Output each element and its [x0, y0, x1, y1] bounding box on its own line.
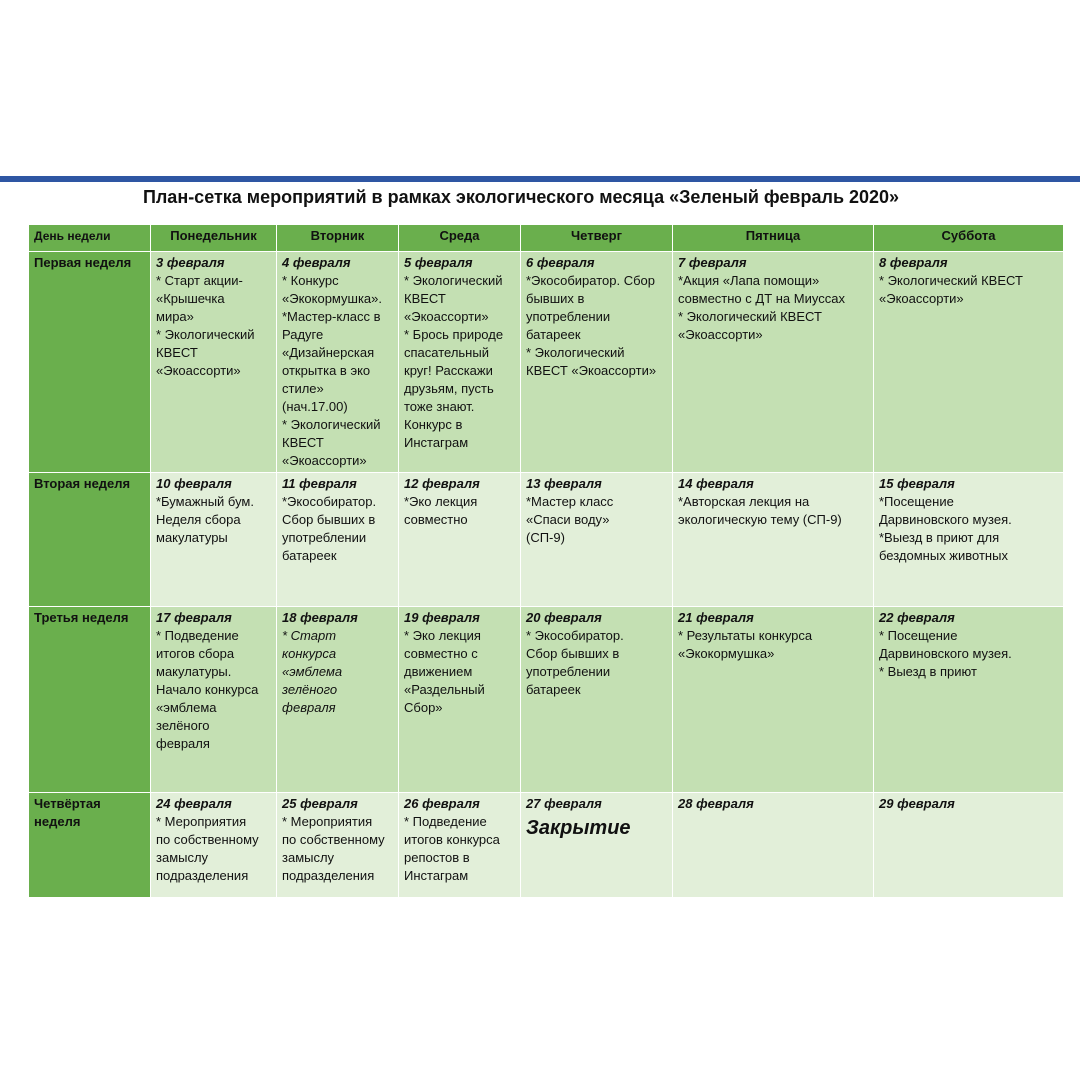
day-cell-tuesday: [277, 607, 399, 793]
date-label: 18 февраля: [282, 610, 358, 625]
date-label: 20 февраля: [526, 610, 602, 625]
week-label: [29, 793, 151, 898]
event-text-line: батареек: [282, 548, 337, 563]
event-text-line: *Экособиратор. Сбор: [526, 273, 656, 288]
day-cell-thursday: [521, 473, 673, 607]
event-text-line: итогов конкурса: [404, 832, 500, 847]
event-text-line: Сбор бывших в: [282, 512, 376, 527]
event-text-line: *Мастер класс: [526, 494, 614, 509]
date-label: 17 февраля: [156, 610, 232, 625]
event-text-line: замыслу: [156, 850, 209, 865]
day-cell-monday: [151, 473, 277, 607]
event-text-line: батареек: [526, 327, 581, 342]
event-text-line: КВЕСТ: [282, 435, 324, 450]
day-cell-saturday: [874, 252, 1064, 473]
event-text-line: * Подведение: [156, 628, 239, 643]
event-text-line: * Экологический: [404, 273, 503, 288]
event-text-line: «Экокормушка».: [282, 291, 382, 306]
week-label-line: Четвёртая: [34, 796, 101, 811]
event-text-line: Инстаграм: [404, 435, 469, 450]
event-text-line: спасательный: [404, 345, 489, 360]
event-text-line: * Подведение: [404, 814, 487, 829]
event-text-line: *Мастер-класс в: [282, 309, 381, 324]
event-text-line: бывших в: [526, 291, 585, 306]
week-label: [29, 473, 151, 607]
event-text-line: батареек: [526, 682, 581, 697]
week-row: [29, 252, 1064, 473]
event-text-line: употреблении: [526, 309, 611, 324]
event-text-line: Неделя сбора: [156, 512, 241, 527]
week-label-line: Первая неделя: [34, 255, 132, 270]
event-text-line: макулатуры.: [156, 664, 232, 679]
event-text-line: «Экоассорти»: [879, 291, 964, 306]
event-text-line: зелёного: [282, 682, 338, 697]
day-cell-wednesday: [399, 252, 521, 473]
event-text-line: * Экологический: [282, 417, 381, 432]
event-text-line: Конкурс в: [404, 417, 463, 432]
event-text-line: движением: [404, 664, 473, 679]
event-text-line: * Экологический КВЕСТ: [879, 273, 1023, 288]
week-label: [29, 252, 151, 473]
top-divider-rule: [0, 176, 1080, 182]
event-text-line: макулатуры: [156, 530, 228, 545]
date-label: 12 февраля: [404, 476, 480, 491]
day-cell-saturday: [874, 607, 1064, 793]
event-text-line: «Крышечка: [156, 291, 225, 306]
day-cell-saturday: [874, 473, 1064, 607]
date-label: 8 февраля: [879, 255, 948, 270]
event-text-line: конкурса: [282, 646, 337, 661]
event-text-line: «Экоассорти»: [404, 309, 489, 324]
date-label: 19 февраля: [404, 610, 480, 625]
event-text-line: * Выезд в приют: [879, 664, 977, 679]
event-text-line: * Результаты конкурса: [678, 628, 813, 643]
day-cell-wednesday: [399, 607, 521, 793]
event-text-line: Дарвиновского музея.: [879, 646, 1012, 661]
event-text-line: круг! Расскажи: [404, 363, 493, 378]
event-text-line: * Мероприятия: [282, 814, 373, 829]
event-text-line: Начало конкурса: [156, 682, 259, 697]
date-label: 24 февраля: [156, 796, 232, 811]
event-text-line: *Эко лекция: [404, 494, 478, 509]
day-cell-thursday: [521, 252, 673, 473]
date-label: 25 февраля: [282, 796, 358, 811]
date-label: 11 февраля: [282, 476, 357, 491]
day-cell-tuesday: [277, 473, 399, 607]
header-tuesday: Вторник: [277, 225, 399, 252]
event-text-line: * Мероприятия: [156, 814, 247, 829]
date-label: 3 февраля: [156, 255, 225, 270]
header-day-of-week: День недели: [29, 225, 151, 252]
day-cell-wednesday: [399, 473, 521, 607]
date-label: 15 февраля: [879, 476, 955, 491]
header-row: [29, 225, 1064, 252]
event-text-line: Сбор бывших в: [526, 646, 620, 661]
event-text-line: *Бумажный бум.: [156, 494, 254, 509]
day-cell-friday: [673, 607, 874, 793]
event-text-line: стиле»: [282, 381, 324, 396]
event-text-line: КВЕСТ: [404, 291, 446, 306]
closing-event-highlight: Закрытие: [526, 817, 631, 839]
day-cell-monday: [151, 607, 277, 793]
event-text-line: по собственному: [282, 832, 385, 847]
event-text-line: * Конкурс: [282, 273, 339, 288]
event-text-line: «Раздельный: [404, 682, 485, 697]
date-label: 22 февраля: [879, 610, 955, 625]
event-text-line: Дарвиновского музея.: [879, 512, 1012, 527]
event-text-line: открытка в эко: [282, 363, 371, 378]
day-cell-saturday: [874, 793, 1064, 898]
day-cell-monday: [151, 252, 277, 473]
event-text-line: репостов в: [404, 850, 470, 865]
event-text-line: замыслу: [282, 850, 335, 865]
date-label: 26 февраля: [404, 796, 480, 811]
event-text-line: * Старт акции-: [156, 273, 243, 288]
day-cell-tuesday: [277, 793, 399, 898]
event-text-line: * Экологический: [526, 345, 625, 360]
event-text-line: «эмблема: [156, 700, 217, 715]
event-text-line: * Экологический: [156, 327, 255, 342]
week-row: [29, 473, 1064, 607]
event-text-line: «Экоассорти»: [156, 363, 241, 378]
schedule-table: [28, 224, 1064, 898]
event-text-line: (СП-9): [526, 530, 565, 545]
event-text-line: экологическую тему (СП-9): [678, 512, 842, 527]
event-text-line: * Брось природе: [404, 327, 504, 342]
date-label: 28 февраля: [678, 796, 754, 811]
event-text-line: «Экоассорти»: [678, 327, 763, 342]
event-text-line: «Экоассорти»: [282, 453, 367, 468]
event-text-line: «эмблема: [282, 664, 343, 679]
date-label: 14 февраля: [678, 476, 754, 491]
day-cell-tuesday: [277, 252, 399, 473]
header-wednesday: Среда: [399, 225, 521, 252]
week-label-line: Третья неделя: [34, 610, 129, 625]
event-text-line: бездомных животных: [879, 548, 1008, 563]
day-cell-friday: [673, 252, 874, 473]
event-text-line: * Посещение: [879, 628, 958, 643]
event-text-line: совместно с: [404, 646, 478, 661]
event-text-line: Сбор»: [404, 700, 443, 715]
date-label: 29 февраля: [879, 796, 955, 811]
week-label-line: Вторая неделя: [34, 476, 131, 491]
event-text-line: * Эко лекция: [404, 628, 481, 643]
day-cell-thursday: [521, 607, 673, 793]
date-label: 13 февраля: [526, 476, 602, 491]
day-cell-friday: [673, 473, 874, 607]
event-text-line: февраля: [156, 736, 210, 751]
week-row: [29, 607, 1064, 793]
header-saturday: Суббота: [874, 225, 1064, 252]
date-label: 6 февраля: [526, 255, 595, 270]
event-text-line: *Посещение: [879, 494, 954, 509]
event-text-line: по собственному: [156, 832, 259, 847]
date-label: 21 февраля: [678, 610, 754, 625]
event-text-line: «Экокормушка»: [678, 646, 775, 661]
event-text-line: «Спаси воду»: [526, 512, 610, 527]
week-label: [29, 607, 151, 793]
event-text-line: *Выезд в приют для: [879, 530, 1000, 545]
event-text-line: Инстаграм: [404, 868, 469, 883]
date-label: 10 февраля: [156, 476, 232, 491]
event-text-line: подразделения: [282, 868, 375, 883]
event-text-line: подразделения: [156, 868, 249, 883]
date-label: 7 февраля: [678, 255, 747, 270]
date-label: 5 февраля: [404, 255, 473, 270]
event-text-line: друзьям, пусть: [404, 381, 494, 396]
event-text-line: «Дизайнерская: [282, 345, 375, 360]
event-text-line: зелёного: [156, 718, 210, 733]
event-text-line: *Авторская лекция на: [678, 494, 810, 509]
event-text-line: тоже знают.: [404, 399, 475, 414]
event-text-line: * Экологический КВЕСТ: [678, 309, 822, 324]
date-label: 27 февраля: [526, 796, 602, 811]
header-friday: Пятница: [673, 225, 874, 252]
event-text-line: *Акция «Лапа помощи»: [678, 273, 820, 288]
event-text-line: совместно с ДТ на Миуссах: [678, 291, 845, 306]
event-text-line: *Экособиратор.: [282, 494, 377, 509]
event-text-line: итогов сбора: [156, 646, 235, 661]
day-cell-monday: [151, 793, 277, 898]
day-cell-friday: [673, 793, 874, 898]
week-label-line: неделя: [34, 814, 81, 829]
event-text-line: * Старт: [282, 628, 337, 643]
day-cell-thursday: [521, 793, 673, 898]
day-cell-wednesday: [399, 793, 521, 898]
event-text-line: употреблении: [282, 530, 367, 545]
event-text-line: мира»: [156, 309, 194, 324]
header-thursday: Четверг: [521, 225, 673, 252]
event-text-line: (нач.17.00): [282, 399, 348, 414]
date-label: 4 февраля: [282, 255, 351, 270]
event-text-line: КВЕСТ «Экоассорти»: [526, 363, 657, 378]
event-text-line: * Экособиратор.: [526, 628, 624, 643]
week-row: [29, 793, 1064, 898]
event-text-line: февраля: [282, 700, 336, 715]
event-text-line: КВЕСТ: [156, 345, 198, 360]
weeks-body: [29, 252, 1064, 898]
event-text-line: Радуге: [282, 327, 324, 342]
page-title: План-сетка мероприятий в рамках экологического месяца «Зеленый февраль 2020»: [142, 187, 900, 207]
header-monday: Понедельник: [151, 225, 277, 252]
event-text-line: совместно: [404, 512, 468, 527]
event-text-line: употреблении: [526, 664, 611, 679]
